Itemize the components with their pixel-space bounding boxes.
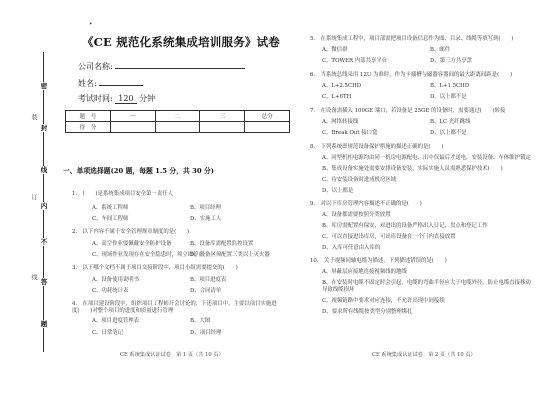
company-label: 公司名称: bbox=[78, 62, 113, 71]
score-cell: 一 bbox=[110, 111, 155, 122]
question-option[interactable]: A、屏蔽层应接地连接视频线的地线 bbox=[322, 269, 407, 275]
score-cell: 总分 bbox=[245, 111, 290, 122]
question-option[interactable]: B、集成设备实施处需要安排设备安装，实际实施人员需熟悉保护技术( ) bbox=[322, 166, 503, 172]
question-option[interactable]: B、L+1.5CHD bbox=[430, 83, 470, 89]
binding-seal-char: 内 bbox=[37, 202, 51, 210]
score-entry-cell[interactable] bbox=[245, 122, 290, 133]
question-option[interactable]: D、以上都不是 bbox=[430, 130, 467, 136]
question-stem: 6. 当系统总线采用 12U 为准时，作为卡插槽与磁器容器间的最大距离间距是( ) bbox=[310, 72, 513, 78]
question-stem: 8. 下列系统即规范设备保护措施的描述正确的是( ) bbox=[310, 144, 444, 150]
exam-time-field bbox=[78, 93, 155, 104]
question-option[interactable]: A、同型机柜电源均由同一机房电源配电、出中仅最后才送电，安装设备、车体维护锁定 bbox=[322, 155, 531, 161]
exam-time-unit: 分钟 bbox=[139, 94, 156, 103]
question-option[interactable]: D、项目经理 bbox=[190, 330, 222, 336]
score-cell: 二 bbox=[155, 111, 200, 122]
question-option[interactable]: C、L+6TH bbox=[322, 94, 352, 100]
score-entry-cell[interactable] bbox=[200, 122, 245, 133]
question-option[interactable]: C、车间工程师 bbox=[92, 216, 129, 222]
question-option[interactable]: A、设备使用说明书 bbox=[92, 277, 140, 283]
score-table-score-row bbox=[66, 122, 290, 133]
question-option[interactable]: C、待安装设备时进成机房区域 bbox=[322, 177, 397, 183]
question-option[interactable]: B、设备库需配置监控设置 bbox=[190, 241, 254, 247]
binding-seal-char: 封 bbox=[37, 124, 51, 132]
question-stem: 10. 关于视频同轴电缆为描述，下列描述错误的是( ) bbox=[310, 258, 447, 264]
question-stem: 7. 在设备需插入 100GE 端口，若设备是 25GE 的设备时，需要通过( )转接 bbox=[310, 108, 506, 114]
question-option[interactable]: D、入库可任意由入库的 bbox=[322, 245, 381, 251]
page-footer-right: CE 系统集成认证试卷 第 2 页（共 10 页） bbox=[372, 352, 476, 358]
question-stem: 5. 在系统集成工程中，项目部需把项目设备信息作为图、目录、线缆等填写到( ) bbox=[310, 36, 514, 42]
company-field bbox=[78, 60, 245, 72]
score-table bbox=[65, 110, 290, 133]
binding-edge-char: 订 bbox=[30, 194, 37, 200]
exam-time-value: 120 bbox=[115, 94, 136, 104]
binding-margin bbox=[30, 52, 52, 352]
binding-seal-char: 线 bbox=[37, 166, 51, 174]
question-option[interactable]: C、现场作业发现存在安全隐患时，须立即停止 bbox=[92, 252, 204, 258]
question-option[interactable]: A、网络转接线 bbox=[322, 119, 359, 125]
exam-title: 《CE 规范化系统集成培训服务》试卷 bbox=[81, 35, 281, 49]
question-option[interactable]: D、以上都是 bbox=[322, 188, 354, 194]
question-option[interactable]: A、高空作业要佩戴安全防护设备 bbox=[92, 241, 172, 247]
question-option[interactable]: C、功耗统计表 bbox=[92, 288, 129, 294]
question-stem: 1. ( )是系统集成项目安全第一责任人 bbox=[72, 191, 173, 197]
name-input-line[interactable] bbox=[99, 77, 143, 86]
question-stem: 3. 以下哪个文档不属于项目交接阶段中，项目小组需要提交的( ) bbox=[72, 265, 238, 271]
question-option[interactable]: C、TOWER 内部共享平台 bbox=[322, 58, 388, 64]
question-option[interactable]: B、库房需配置有保安，对进出的设备严格出入日记，盘点和登记工作 bbox=[322, 223, 488, 229]
binding-edge-char: 装 bbox=[30, 114, 37, 120]
name-label: 姓名: bbox=[78, 79, 97, 88]
score-entry-cell[interactable] bbox=[155, 122, 200, 133]
question-option[interactable]: B、项目进度表 bbox=[190, 277, 227, 283]
question-option[interactable]: C、可以直接进出库房，可出库设备在一个门内直接放置 bbox=[322, 234, 456, 240]
question-option[interactable]: A、设备都需要按照分类放置 bbox=[322, 212, 391, 218]
binding-seal-char: 答 bbox=[37, 278, 51, 286]
score-cell: 得 分 bbox=[66, 122, 111, 133]
score-cell: 三 bbox=[200, 111, 245, 122]
question-option[interactable]: A、系统工程师 bbox=[92, 205, 129, 211]
question-option[interactable]: B、邮件 bbox=[430, 47, 451, 53]
question-option[interactable]: D、实施工人 bbox=[190, 216, 222, 222]
binding-edge-char: 线 bbox=[30, 274, 37, 280]
score-table-header-row bbox=[66, 111, 290, 122]
question-option[interactable]: C、视频链路中要求对应连接，不允许出现中间接续 bbox=[322, 298, 445, 304]
company-input-line[interactable] bbox=[115, 60, 245, 69]
score-cell: 题 号 bbox=[66, 111, 111, 122]
question-option[interactable]: D、要求所有线缆按类型分别整理绑扎 bbox=[322, 309, 413, 315]
section-title: 一、单项选择题(20 题，每题 1.5 分，共 30 分) bbox=[63, 167, 214, 175]
question-option[interactable]: B、大图 bbox=[190, 318, 211, 324]
question-option[interactable]: D、设备区须配置三类以上灭火器 bbox=[190, 252, 270, 258]
question-option[interactable]: B、LC 光纤跳线 bbox=[430, 119, 471, 125]
binding-seal-char: 题 bbox=[37, 320, 51, 328]
binding-seal-char: 不 bbox=[37, 238, 51, 246]
question-option[interactable]: D、合同清单 bbox=[190, 288, 222, 294]
question-option[interactable]: D、以上都不是 bbox=[430, 94, 467, 100]
exam-time-label: 考试时间: bbox=[78, 94, 113, 103]
question-option[interactable]: B、项目经理 bbox=[190, 205, 221, 211]
question-option[interactable]: A、项目进度管理表 bbox=[92, 318, 140, 324]
score-entry-cell[interactable] bbox=[110, 122, 155, 133]
question-option[interactable]: C、日常笔记 bbox=[92, 330, 124, 336]
page-dot: • bbox=[89, 21, 93, 28]
question-option[interactable]: C、Break Out 接口盒 bbox=[322, 130, 378, 136]
question-option[interactable]: B、在安装时电缆不固定时会引起，电缆的弯曲半径应大于电缆外径，防止电缆直接移动导致线缆损坏 bbox=[322, 280, 531, 293]
question-stem: 4. 在项目建设阶段中，组织项目工程师开会讨论的，下述项目中，主要以项目实施进度( )对整个项目的进度和质量进行管理 bbox=[72, 301, 277, 314]
question-stem: 2. 以下内容不属于安全管理规章制度的是( ) bbox=[72, 229, 190, 235]
question-option[interactable]: D、第三方共享盘 bbox=[430, 58, 473, 64]
question-stem: 9. 对以下库房管理内容描述不正确的是( ) bbox=[310, 201, 422, 207]
binding-seal-char: 密 bbox=[37, 82, 51, 90]
question-option[interactable]: A、微信群 bbox=[322, 47, 348, 53]
name-field bbox=[78, 77, 143, 89]
page-footer-left: CE 系统集成认证试卷 第 1 页（共 10 页） bbox=[120, 352, 224, 358]
question-option[interactable]: A、L+2.5CHD bbox=[322, 83, 362, 89]
